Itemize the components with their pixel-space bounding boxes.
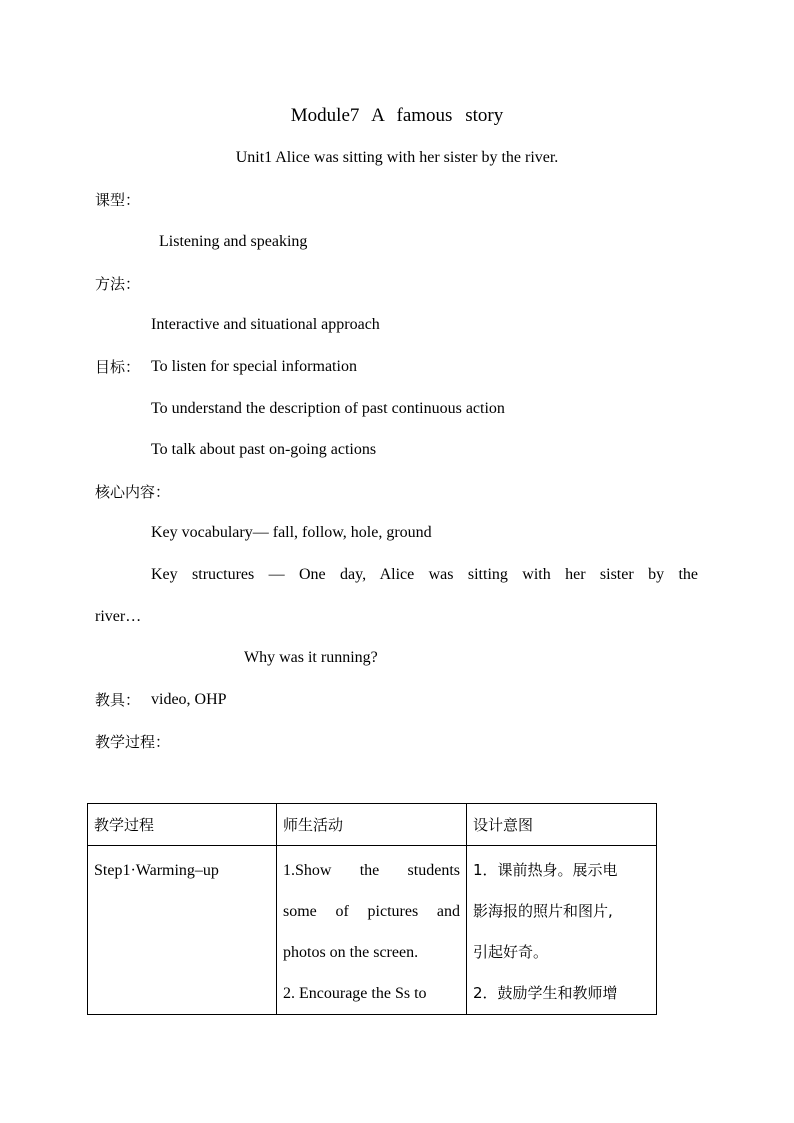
lesson-plan-table xyxy=(87,803,657,1015)
core-vocabulary: Key vocabulary— fall, follow, hole, ground xyxy=(151,524,432,541)
intent-line: 2．鼓励学生和教师增 xyxy=(473,984,618,1002)
core-label: 核心内容： xyxy=(95,483,171,501)
method-label: 方法： xyxy=(95,275,141,293)
goal-item-2: To understand the description of past continuous action xyxy=(151,400,505,417)
table-header-row xyxy=(88,804,657,846)
page-title: Module7 A famous story xyxy=(290,105,504,126)
core-structures-continued: river… xyxy=(95,608,142,625)
activity-line: 1.Show the students xyxy=(283,862,460,879)
activity-line: some of pictures and xyxy=(283,903,460,920)
table-row xyxy=(88,846,657,1015)
tools-label: 教具： xyxy=(95,691,141,709)
step-label: Step1·Warming–up xyxy=(94,862,219,879)
type-value: Listening and speaking xyxy=(159,233,308,250)
goal-item-3: To talk about past on-going actions xyxy=(151,441,377,458)
type-label: 课型： xyxy=(95,191,141,209)
intent-cell xyxy=(467,846,657,1015)
intent-line: 1．课前热身。展示电 xyxy=(473,861,618,879)
activity-cell xyxy=(277,846,467,1015)
goal-item-1: To listen for special information xyxy=(151,358,357,375)
goal-label: 目标： xyxy=(95,358,141,376)
header-cell-activity: 师生活动 xyxy=(277,804,467,846)
header-cell-intent: 设计意图 xyxy=(467,804,657,846)
tools-value: video, OHP xyxy=(151,691,227,708)
core-structures-line: Key structures — One day, Alice was sitting with her sister by the xyxy=(151,566,698,583)
activity-line: 2. Encourage the Ss to xyxy=(283,985,427,1002)
step-cell xyxy=(88,846,277,1015)
process-label: 教学过程： xyxy=(95,733,171,751)
page-subtitle: Unit1 Alice was sitting with her sister by the river. xyxy=(235,149,559,166)
header-cell-process: 教学过程 xyxy=(88,804,277,846)
core-structures-question: Why was it running? xyxy=(244,649,378,666)
activity-line: photos on the screen. xyxy=(283,944,419,961)
intent-line: 引起好奇。 xyxy=(473,943,549,961)
intent-line: 影海报的照片和图片, xyxy=(473,902,613,920)
method-value: Interactive and situational approach xyxy=(151,316,380,333)
